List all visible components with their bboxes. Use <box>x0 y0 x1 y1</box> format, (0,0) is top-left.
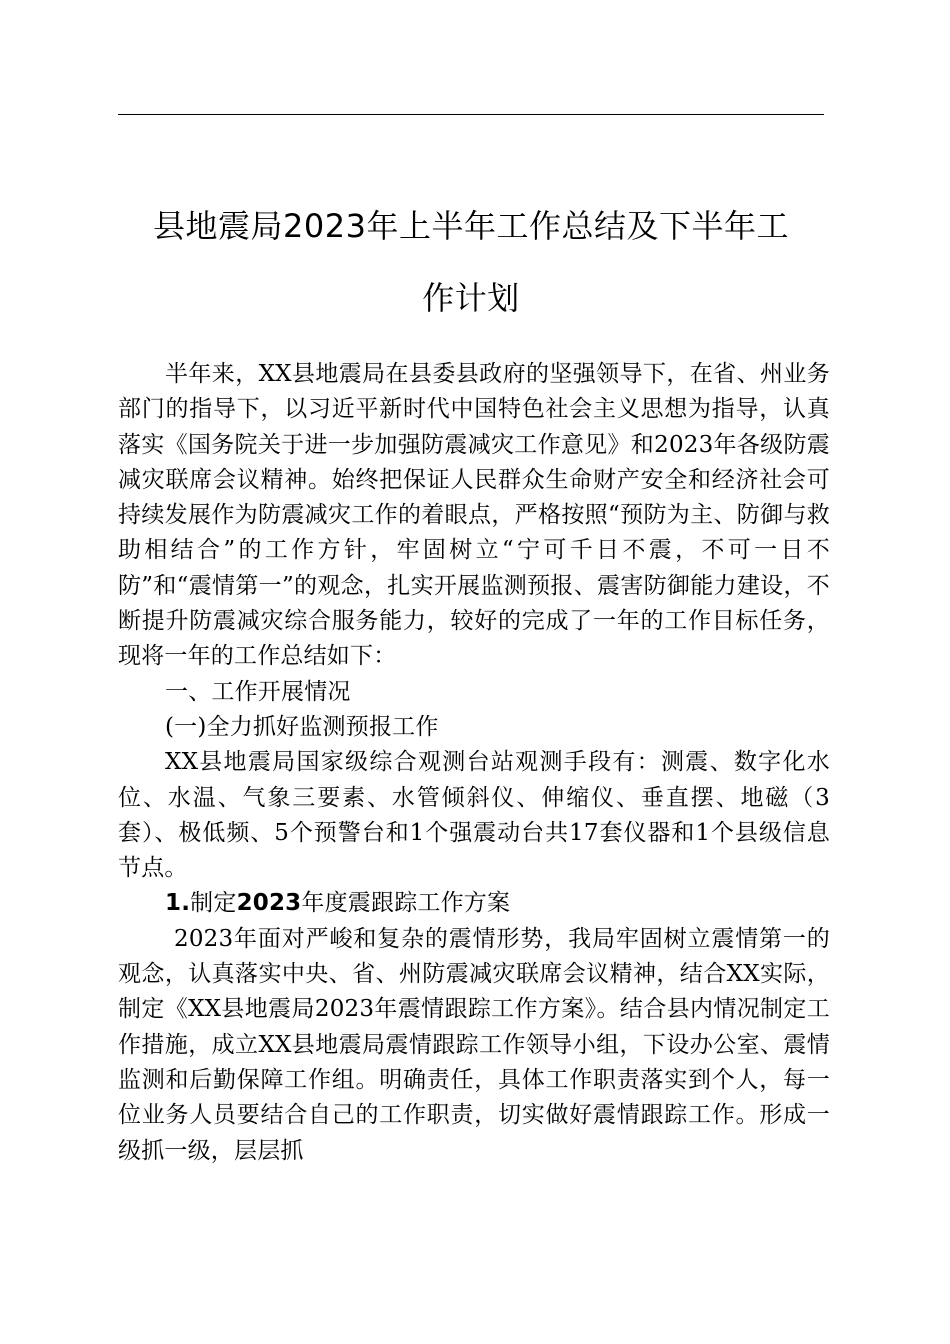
header-rule <box>118 114 824 115</box>
item-heading-year: 2023 <box>236 890 302 917</box>
section-heading-1: 一、工作开展情况 <box>165 678 351 705</box>
item-heading-verb: 制定 <box>190 890 237 917</box>
intro-paragraph: 半年来，XX县地震局在县委县政府的坚强领导下，在省、州业务部门的指导下，以习近平新时代中国特色社会主义思想为指导，认真落实《国务院关于进一步加强防震减灾工作意见》和2023年各级防震减灾联席会议精神。始终把保证人民群众生命财产安全和经济社会可持续发展作为防震减灾工作的着眼点，严格按照“预防为主、防御与救助相结合”的工作方针，牢固树立“宁可千日不震，不可一日不防”和“震情第一”的观念，扎实开展监测预报、震害防御能力建设，不断提升防震减灾综合服务能力，较好的完成了一年的工作目标任务，现将一年的工作总结如下： <box>118 361 830 670</box>
title-line-1: 县地震局2023年上半年工作总结及下半年工 <box>153 207 789 245</box>
document-body <box>118 357 830 1169</box>
item-heading-text: 年度震跟踪工作方案 <box>301 890 511 917</box>
title-line-2: 作计划 <box>422 279 520 317</box>
item-heading-1 <box>118 886 830 921</box>
item-number: 1. <box>165 890 191 917</box>
stations-paragraph: XX县地震局国家级综合观测台站观测手段有：测震、数字化水位、水温、气象三要素、水管倾斜仪、伸缩仪、垂直摆、地磁（3套）、极低频、5个预警台和1个强震动台共17套仪器和1个县级信息节点。 <box>118 749 830 882</box>
document-title <box>118 190 824 334</box>
subsection-heading-1: (一)全力抓好监测预报工作 <box>165 713 439 740</box>
item-1-paragraph: 2023年面对严峻和复杂的震情形势，我局牢固树立震情第一的观念，认真落实中央、省、州防震减灾联席会议精神，结合XX实际，制定《XX县地震局2023年震情跟踪工作方案》。结合县内情况制定工作措施，成立XX县地震局震情跟踪工作领导小组，下设办公室、震情监测和后勤保障工作组。明确责任，具体工作职责落实到个人，每一位业务人员要结合自己的工作职责，切实做好震情跟踪工作。形成一级抓一级，层层抓 <box>118 925 830 1164</box>
